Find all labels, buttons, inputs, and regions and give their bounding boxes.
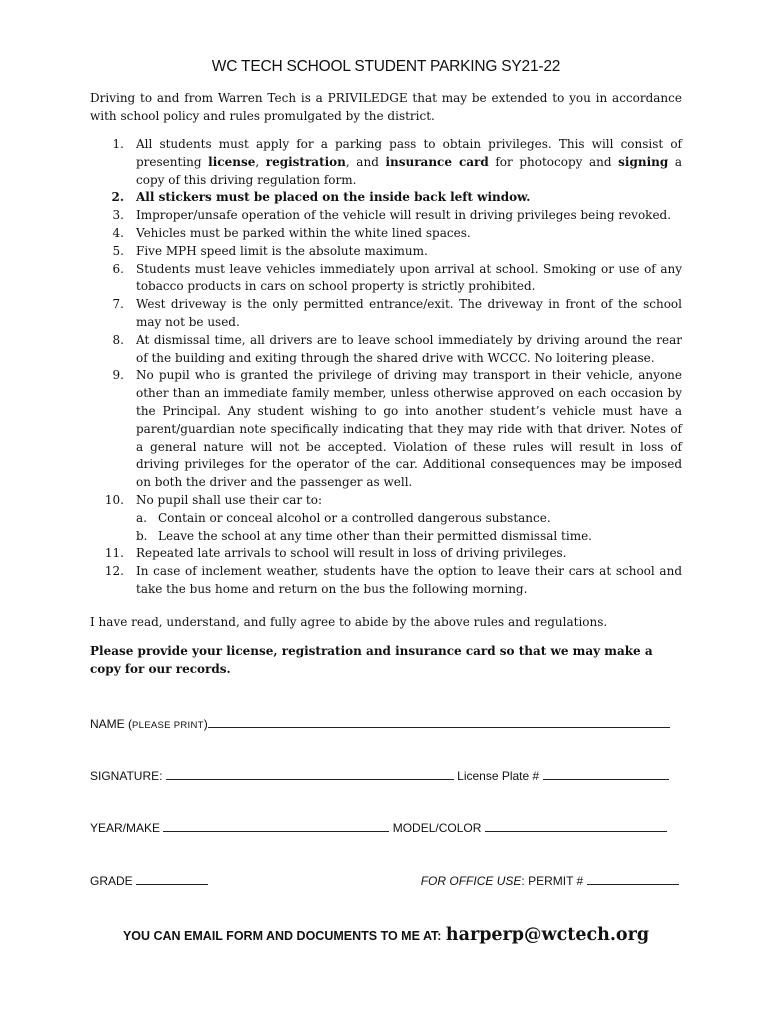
- email-footer: [90, 925, 682, 945]
- rule-item-10: [90, 492, 682, 545]
- rule-number: 2.: [111, 190, 124, 205]
- rule-item-9: [90, 367, 682, 492]
- rule-text: Repeated late arrivals to school will result in loss of driving privileges.: [136, 546, 567, 561]
- rule-number: 3.: [112, 208, 124, 223]
- rule-item-1: [90, 136, 682, 189]
- rule-item-8: [90, 332, 682, 368]
- rule-item-7: [90, 296, 682, 332]
- rule-number: 7.: [112, 297, 124, 312]
- permit-line[interactable]: [587, 873, 679, 885]
- office-use-colon: :: [521, 874, 525, 888]
- rule-item-12: [90, 563, 682, 599]
- intro-paragraph: Driving to and from Warren Tech is a PRIVILEDGE that may be extended to you in accordance with school policy and rules promulgated by the district.: [90, 91, 682, 123]
- grade-label: GRADE: [90, 874, 133, 888]
- rule-emphasis-insurance: insurance card: [385, 154, 489, 169]
- sub-rule-text: Contain or conceal alcohol or a controlled dangerous substance.: [158, 510, 551, 525]
- signature-line[interactable]: [166, 768, 454, 780]
- name-label: NAME (: [90, 717, 132, 731]
- permit-label: PERMIT #: [528, 874, 584, 888]
- rule-number: 5.: [112, 243, 124, 258]
- rule-number: 11.: [104, 546, 124, 561]
- sub-rule-text: Leave the school at any time other than their permitted dismissal time.: [158, 528, 592, 543]
- rule-text: In case of inclement weather, students have the option to leave their cars at school and take the bus home and return on the bus the following morning.: [136, 564, 682, 596]
- rule-item-4: [90, 225, 682, 243]
- rule-number: 1.: [112, 137, 124, 151]
- contact-email[interactable]: harperp@wctech.org: [445, 925, 650, 945]
- name-label-close: ): [203, 717, 208, 731]
- sub-rule-item-b: [136, 528, 682, 546]
- rules-list: [90, 136, 682, 599]
- model-color-line[interactable]: [485, 820, 667, 832]
- sub-rules-list: [136, 510, 682, 546]
- rule-text: All students must apply for a parking pass to obtain privileges. This will consist of presenting: [136, 137, 682, 169]
- rule-text: Five MPH speed limit is the absolute maximum.: [136, 243, 428, 258]
- rule-text: Vehicles must be parked within the white lined spaces.: [136, 225, 471, 240]
- rule-text: All stickers must be placed on the inside back left window.: [136, 190, 531, 205]
- rule-number: 4.: [112, 225, 124, 240]
- grade-line[interactable]: [136, 873, 208, 885]
- rule-number: 12.: [104, 564, 124, 579]
- vehicle-row: [90, 820, 682, 835]
- rule-text: , and: [345, 154, 386, 169]
- rule-emphasis-license: license: [208, 154, 256, 169]
- license-plate-label: License Plate #: [457, 769, 540, 783]
- rule-item-6: [90, 261, 682, 297]
- rule-item-2: [90, 189, 682, 207]
- sub-rule-item-a: [136, 510, 682, 528]
- rule-text: a copy of this driving regulation form.: [136, 154, 683, 187]
- rule-number: 9.: [112, 368, 124, 383]
- rule-item-3: [90, 207, 682, 225]
- rule-text: At dismissal time, all drivers are to leave school immediately by driving around the rear of the building and exiting through the shared drive with WCCC. No loitering please.: [136, 332, 682, 365]
- rule-text: Improper/unsafe operation of the vehicle will result in driving privileges being revoked.: [136, 208, 672, 223]
- rule-text: ,: [255, 154, 266, 169]
- rule-text: for photocopy and: [488, 154, 619, 169]
- year-make-label: YEAR/MAKE: [90, 821, 161, 835]
- rule-number: 8.: [112, 332, 124, 347]
- office-use-label: FOR OFFICE USE: [420, 874, 522, 888]
- license-plate-line[interactable]: [543, 768, 669, 780]
- year-make-line[interactable]: [163, 820, 389, 832]
- rule-emphasis-registration: registration: [265, 154, 346, 169]
- model-color-label: MODEL/COLOR: [392, 821, 482, 835]
- signature-label: SIGNATURE:: [90, 769, 163, 783]
- rule-number: 6.: [112, 261, 124, 276]
- rule-text: No pupil who is granted the privilege of driving may transport in their vehicle, anyone other than an immediate family member, unless otherwise approved on each occasion by the Principal. Any student wishing to go into another student’s vehicle must have a parent/guardian note specifically indicating that they may ride with that driver. Notes of a general nature will not be accepted. Violation of these rules will result in loss of driving privileges for the operator of the car. Additional consequences may be imposed on both the driver and the passenger as well.: [136, 368, 682, 490]
- name-row: [90, 716, 682, 731]
- rule-text: West driveway is the only permitted entrance/exit. The driveway in front of the school may not be used.: [136, 297, 682, 329]
- rule-item-5: [90, 243, 682, 261]
- page-title: WC TECH SCHOOL STUDENT PARKING SY21-22: [211, 58, 561, 75]
- sub-rule-letter: b.: [136, 528, 148, 543]
- rule-item-11: [90, 545, 682, 563]
- agreement-statement: I have read, understand, and fully agree to abide by the above rules and regulations.: [90, 615, 608, 629]
- sub-rule-letter: a.: [136, 510, 147, 525]
- rule-text: No pupil shall use their car to:: [136, 492, 323, 507]
- rule-emphasis-signing: signing: [618, 154, 669, 169]
- documents-request: Please provide your license, registration and insurance card so that we may make a copy for our records.: [90, 644, 653, 676]
- name-line[interactable]: [208, 716, 670, 728]
- signature-row: [90, 768, 682, 783]
- footer-text: YOU CAN EMAIL FORM AND DOCUMENTS TO ME AT:: [122, 929, 442, 943]
- rule-text: Students must leave vehicles immediately upon arrival at school. Smoking or use of any tobacco products in cars on school property is strictly prohibited.: [136, 261, 682, 294]
- grade-row: [90, 873, 682, 888]
- rule-number: 10.: [104, 492, 124, 507]
- name-hint: PLEASE PRINT: [132, 720, 204, 731]
